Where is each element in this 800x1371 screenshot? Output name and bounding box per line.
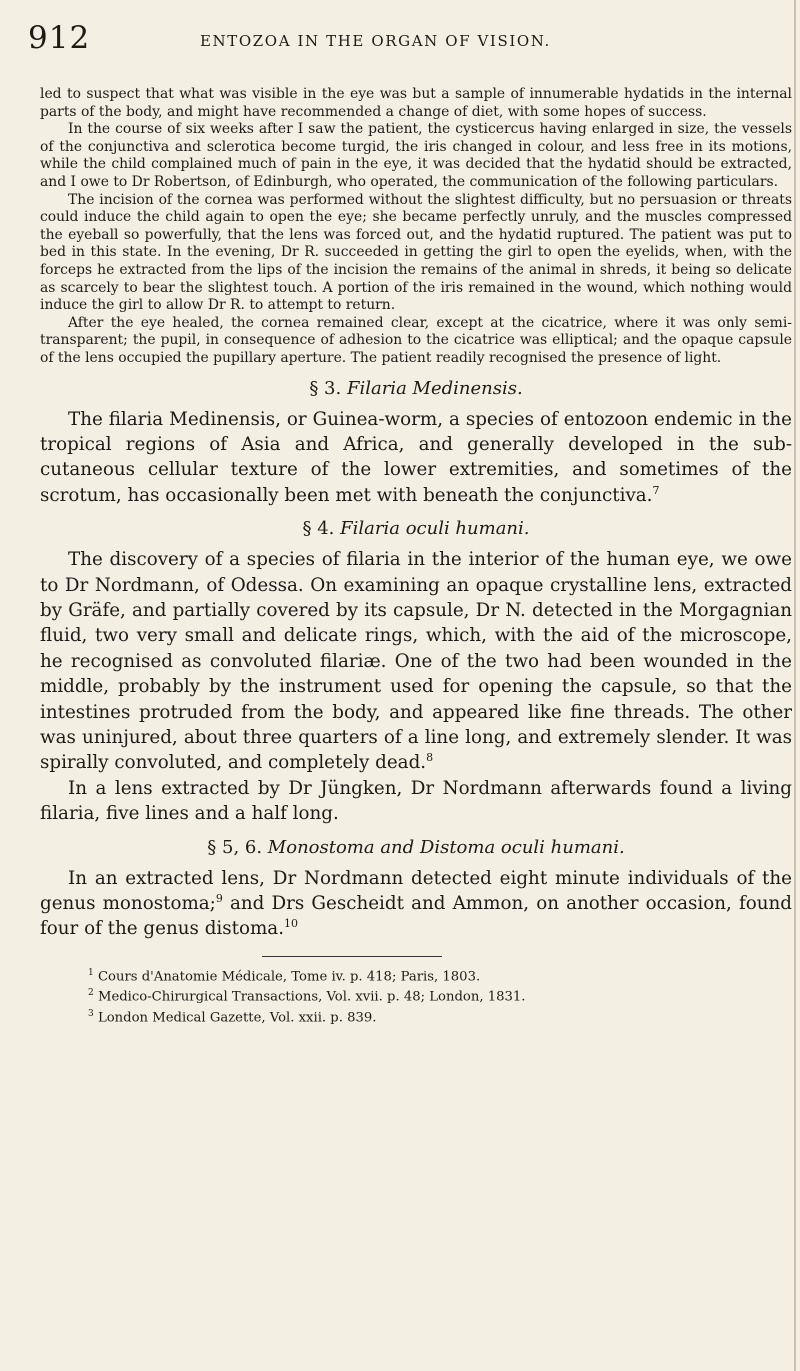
page-edge <box>794 0 796 1371</box>
section-title: Filaria Medinensis. <box>346 377 523 399</box>
section-heading-3 <box>40 377 792 401</box>
footnote: $^1$ Cours d'Anatomie Médicale, Tome iv. p. 418; Paris, 1803. <box>88 967 481 985</box>
running-title: ENTOZOA IN THE ORGAN OF VISION. <box>200 32 551 50</box>
paragraph: led to suspect that what was visible in the eye was but a sample of innumerable hydatids in the internal parts of the body, and might have recommended a change of diet, with some hopes of success. <box>40 86 792 120</box>
paragraph: In the course of six weeks after I saw the patient, the cysticercus having enlarged in size, the vessels of the conjunctiva and sclerotica become turgid, the iris changed in colour, and less free in its motions, while the child complained much of pain in the eye, it was decided that the hydatid should be extracted, and I owe to Dr Robertson, of Edinburgh, who operated, the communication of the following particulars. <box>40 121 792 190</box>
paragraph: In an extracted lens, Dr Nordmann detected eight minute individuals of the genus monostoma;$^9$ and Drs Gescheidt and Ammon, on another occasion, found four of the genus distoma.$^{10}$ <box>40 867 792 940</box>
footnote: $^3$ London Medical Gazette, Vol. xxii. p. 839. <box>88 1008 377 1025</box>
section-heading-5-6 <box>40 836 792 860</box>
paragraph: The incision of the cornea was performed without the slightest difficulty, but no persuasion or threats could induce the child again to open the eye; she became perfectly unruly, and the muscles compressed the eyeball so powerfully, that the lens was forced out, and the hydatid ruptured. The patient was put to bed in this state. In the evening, Dr R. succeeded in getting the girl to open the eyelids, when, with the forceps he extracted from the lips of the incision the remains of the animal in shreds, it being so delicate as scarcely to bear the slightest touch. A portion of the iris remained in the wound, which nothing would induce the girl to allow Dr R. to attempt to return. <box>40 191 792 314</box>
section-number: § 3. <box>309 377 342 399</box>
footnote: $^2$ Medico-Chirurgical Transactions, Vol. xvii. p. 48; London, 1831. <box>88 988 526 1005</box>
section-number: § 4. <box>302 518 335 540</box>
footnote-ref: 10 <box>284 917 299 931</box>
paragraph: After the eye healed, the cornea remained clear, except at the cicatrice, where it was only semi-transparent; the pupil, in consequence of adhesion to the cicatrice was elliptical; and the opaque capsule of the lens occupied the pupillary aperture. The patient readily recognised the presence of light. <box>40 314 792 366</box>
footnote-ref: 8 <box>426 751 434 765</box>
large-print-block <box>40 407 792 509</box>
section-number: § 5, 6. <box>207 836 263 858</box>
paragraph: In a lens extracted by Dr Jüngken, Dr Nordmann afterwards found a living filaria, five lines and a half long. <box>40 777 792 825</box>
section-title: Monostoma and Distoma oculi humani. <box>267 836 625 858</box>
footnote-ref: 7 <box>652 483 660 497</box>
small-print-block <box>40 86 792 368</box>
paragraph: The filaria Medinensis, or Guinea-worm, a species of entozoon endemic in the tropical regions of Asia and Africa, and generally developed in the sub-cutaneous cellular texture of the lower extremities, and sometimes of the scrotum, has occasionally been met with beneath the conjunctiva.$^7$ <box>40 408 792 506</box>
footnote-ref: 9 <box>215 891 223 905</box>
paragraph: The discovery of a species of filaria in the interior of the human eye, we owe to Dr Nordmann, of Odessa. On examining an opaque crystalline lens, extracted by Gräfe, and partially covered by its capsule, Dr N. detected in the Morgagnian fluid, two very small and delicate rings, which, with the aid of the microscope, he recognised as convoluted filariæ. One of the two had been wounded in the middle, probably by the instrument used for opening the capsule, so that the intestines protruded from the body, and appeared like fine threads. The other was uninjured, about three quarters of a line long, and extremely slender. It was spirally convoluted, and completely dead.$^8$ <box>40 549 792 774</box>
section-heading-4 <box>40 517 792 541</box>
section-title: Filaria oculi humani. <box>340 518 530 540</box>
footnotes <box>40 965 792 1026</box>
running-head <box>0 20 800 60</box>
body-text <box>40 86 792 1026</box>
footnote-separator <box>262 956 442 957</box>
large-print-block <box>40 547 792 826</box>
large-print-block <box>40 866 792 942</box>
page-number: 912 <box>28 20 91 56</box>
